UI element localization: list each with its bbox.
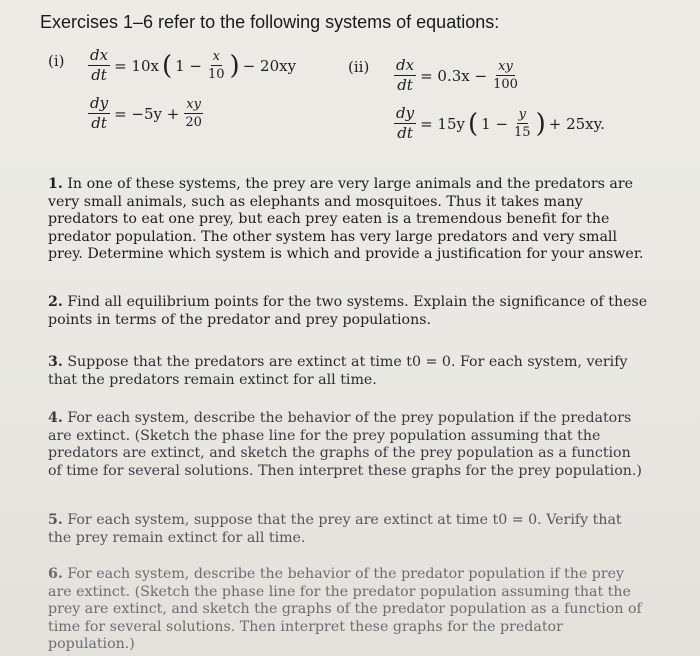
- system-ii-equation-1: $\frac{dx}{dt}$ = 0.3x − $\frac{xy}{100}$: [396, 56, 518, 94]
- exercise-4: [48, 410, 648, 480]
- exercises-heading: Exercises 1–6 refer to the following systems of equations:: [40, 12, 500, 32]
- exercise-text: In one of these systems, the prey are very large animals and the predators are very small animals, such as elephants and mosquitoes. Thus it takes many predators to eat one prey, but each prey eaten is a tremendous benefit for the predator population. The other system has very large predators and very small prey. Determine which system is which and provide a justification for your answer.: [48, 176, 644, 263]
- exercise-text: For each system, describe the behavior of the prey population if the predators are extinct. (Sketch the phase line for the prey population assuming that the predators are extinct, and sketch the graphs of the prey population as a function of time for several solutions. Then interpret these graphs for the prey population.): [48, 410, 642, 479]
- exercise-text: Find all equilibrium points for the two systems. Explain the significance of these points in terms of the predator and prey populations.: [48, 294, 648, 328]
- x-over-10-fraction: $\frac{x}{10}$: [208, 49, 225, 82]
- exercise-number: 5.: [48, 512, 63, 528]
- exercise-number: 2.: [48, 294, 63, 310]
- dy-dt-fraction: $\frac{dy}{dt}$: [90, 94, 109, 132]
- xy-over-100-fraction: $\frac{xy}{100}$: [493, 59, 518, 92]
- dy-dt-fraction: $\frac{dy}{dt}$: [396, 104, 415, 142]
- exercise-text: For each system, suppose that the prey are extinct at time t0 = 0. Verify that the prey remain extinct for all time.: [48, 512, 622, 546]
- exercise-5: [48, 512, 648, 547]
- exercise-text: Suppose that the predators are extinct at time t0 = 0. For each system, verify that the predators remain extinct for all time.: [48, 354, 628, 388]
- exercise-number: 4.: [48, 410, 63, 426]
- exercise-number: 6.: [48, 566, 63, 582]
- exercise-number: 3.: [48, 354, 63, 370]
- y-over-15-fraction: $\frac{y}{15}$: [514, 107, 531, 140]
- xy-over-20-fraction: $\frac{xy}{20}$: [185, 97, 202, 130]
- exercise-6: [48, 566, 648, 654]
- exercise-1: [48, 176, 648, 264]
- system-ii-label: (ii): [348, 58, 370, 76]
- system-i-equation-2: $\frac{dy}{dt}$ = −5y + $\frac{xy}{20}$: [90, 94, 202, 132]
- system-i-label: (i): [48, 52, 65, 70]
- exercise-number: 1.: [48, 176, 63, 192]
- exercise-text: For each system, describe the behavior of the predator population if the prey are extinct. (Sketch the phase line for the predator population assuming that the prey are extinct, and sketch the graphs of the predator population as a function of time for several solutions. Then interpret these graphs for the predator population.): [48, 566, 642, 653]
- exercise-3: [48, 354, 648, 389]
- system-i-equation-1: $\frac{dx}{dt}$ = 10x ( 1 − $\frac{x}{10}$ ) − 20xy: [90, 46, 297, 84]
- system-ii-equation-2: $\frac{dy}{dt}$ = 15y ( 1 − $\frac{y}{15}$ ) + 25xy.: [396, 104, 605, 142]
- exercise-2: [48, 294, 648, 329]
- dx-dt-fraction: $\frac{dx}{dt}$: [396, 56, 415, 94]
- dx-dt-fraction: $\frac{dx}{dt}$: [90, 46, 109, 84]
